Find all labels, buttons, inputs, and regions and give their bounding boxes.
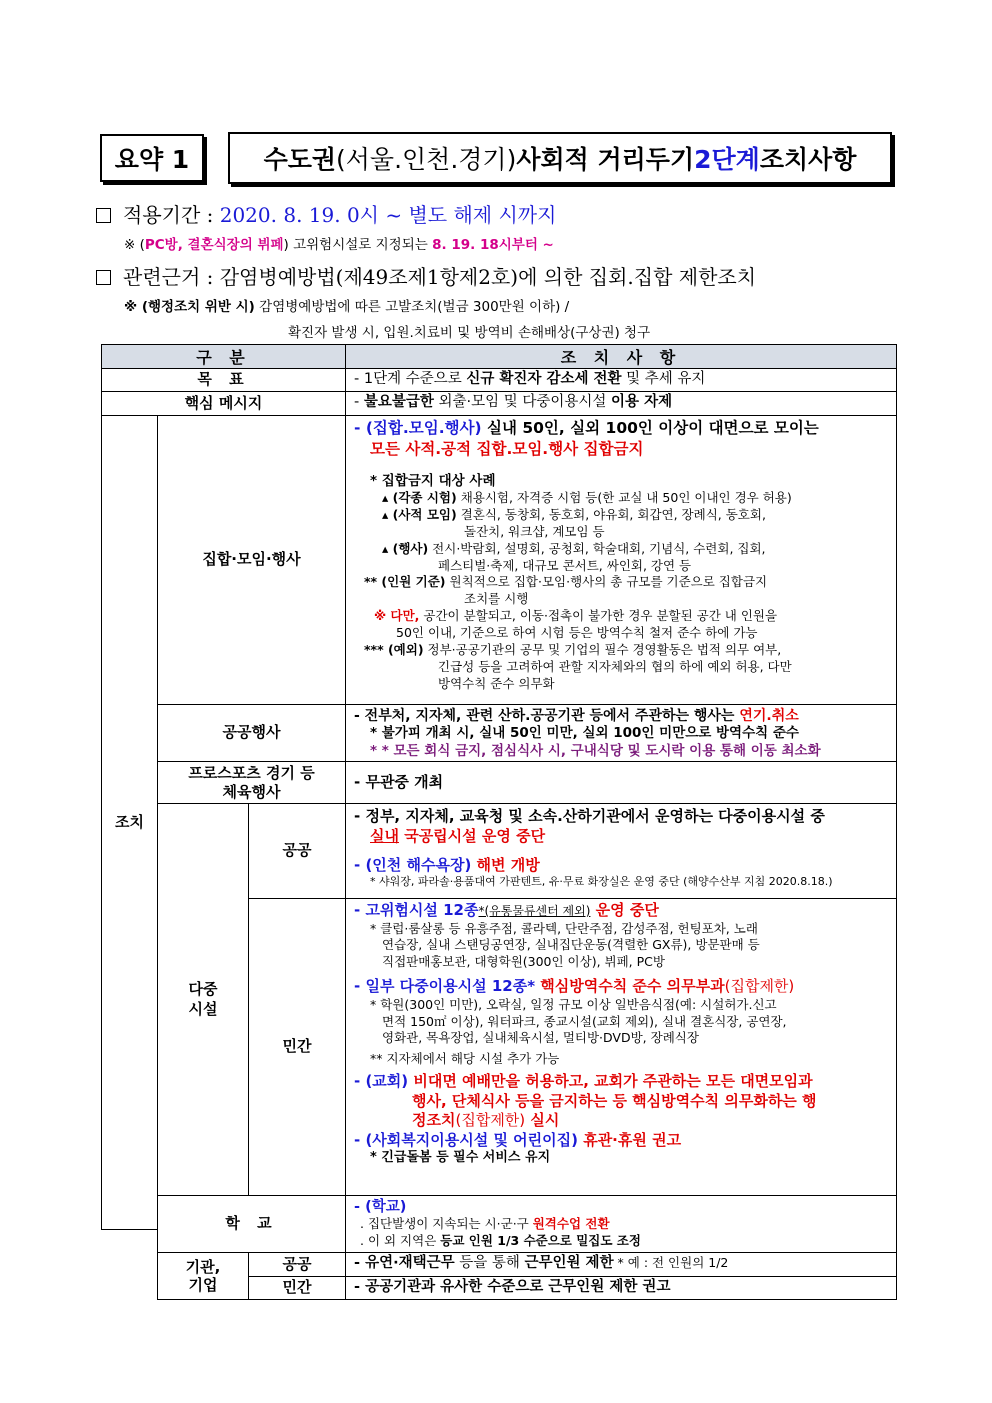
- church-label: - (교회): [354, 1072, 409, 1091]
- gathering-ban: 모든 사적.공적 집합.모임.행사 집합금지: [370, 439, 644, 458]
- violation-label: ※ (행정조치 위반 시): [124, 299, 255, 315]
- beach-note: * 샤워장, 파라솔·용품대여 가판텐트, 유·무료 화장실은 운영 중단 (해양수산부 지침 2020.8.18.): [370, 874, 833, 888]
- high-risk-list-3: 직접판매홍보관, 대형학원(300인 이상), 뷔페, PC방: [382, 954, 665, 970]
- org-public-content: [345, 1252, 897, 1277]
- goal-emphasis: 신규 확진자 감소세 전환: [466, 371, 622, 387]
- however-label: ※ 다만,: [374, 608, 420, 624]
- high-risk-exclude: *(유통물류센터 제외): [478, 904, 591, 918]
- period-value: 2020. 8. 19. 0시 ~ 별도 해제 시까지: [219, 203, 557, 227]
- checkbox-square-icon: [96, 270, 111, 285]
- org-label: [157, 1252, 249, 1300]
- org-label-line1: 기관,: [185, 1258, 221, 1276]
- violation-note-cont: 확진자 발생 시, 입원.치료비 및 방역비 손해배상(구상권) 청구: [288, 325, 651, 341]
- welfare-note: * 긴급돌봄 등 필수 서비스 유지: [370, 1150, 551, 1166]
- org-private-content: - 공공기관과 유사한 수준으로 근무인원 제한 권고: [345, 1276, 897, 1300]
- headcount-cont: 조치를 시행: [464, 591, 529, 607]
- church-line1: 비대면 예배만을 허용하고, 교회가 주관하는 모든 대면모임과: [408, 1072, 813, 1091]
- message-mid: 외출·모임 및 다중이용시설: [433, 394, 612, 410]
- org-private-label: 민간: [248, 1276, 346, 1300]
- measures-table: [101, 344, 897, 1300]
- org-public-flex: - 유연·재택근무: [354, 1255, 455, 1271]
- public-facility-national: 국공립시설: [398, 827, 482, 846]
- org-public-example: * 예 : 전 인원의 1/2: [613, 1255, 729, 1270]
- message-label: 핵심 메시지: [101, 391, 346, 416]
- basis-text: 관련근거 : 감염병예방법(제49조제1항제2호)에 의한 집회.집합 제한조치: [123, 265, 757, 289]
- basis-line: [96, 261, 756, 290]
- local-addition-note: ** 지자체에서 해당 시설 추가 가능: [370, 1051, 560, 1067]
- goal-text: [345, 368, 897, 392]
- high-risk-stop: 운영 중단: [590, 901, 659, 919]
- violation-note: [124, 295, 569, 315]
- org-public-limit: 근무인원 제한: [524, 1255, 614, 1271]
- facility-label: [157, 803, 249, 1196]
- period-note-mid: ) 고위험시설로 지정되는: [283, 237, 433, 253]
- sports-text: - 무관중 개최: [345, 761, 897, 804]
- gathering-examples-title: * 집합금지 대상 사례: [370, 472, 496, 489]
- gathering-content: [345, 415, 897, 705]
- public-facility-line1: - 정부, 지자체, 교육청 및 소속.산하기관에서 운영하는 다중이용시설 중: [354, 807, 825, 825]
- school-label: 학 교: [157, 1195, 346, 1253]
- exception-cont-2: 방역수칙 준수 의무화: [438, 675, 555, 691]
- however-text: 공간이 분할되고, 이동·접촉이 불가한 경우 분할된 공간 내 인원을: [419, 608, 778, 624]
- beach-open: 해변 개방: [471, 855, 540, 874]
- sports-label-line2: 체육행사: [222, 782, 281, 801]
- school-content: [345, 1195, 897, 1253]
- partial-list-3: 영화관, 목욕장업, 실내체육시설, 멀티방·DVD방, 장례식장: [382, 1030, 699, 1046]
- public-event-postpone: 연기.취소: [739, 708, 799, 724]
- period-line: [96, 199, 556, 228]
- title-distancing: 사회적 거리두기: [516, 145, 695, 174]
- private-facility-content: [345, 898, 897, 1196]
- violation-text: 감염병예방법에 따른 고발조치(벌금 300만원 이하) /: [254, 299, 570, 315]
- welfare-close: 휴관·휴원 권고: [577, 1130, 682, 1149]
- partial-facility-label: - 일부 다중이용시설 12종: [354, 977, 528, 996]
- message-emphasis-2: 이용 자제: [611, 394, 673, 410]
- high-risk-list-1: * 클럽·룸살롱 등 유흥주점, 콜라텍, 단란주점, 감성주점, 헌팅포차, 노래: [370, 920, 758, 936]
- public-event-line3: * * 모든 회식 금지, 점심식사 시, 구내식당 및 도시락 이용 통해 이동 최소화: [370, 742, 821, 759]
- private-facility-label: 민간: [248, 898, 346, 1196]
- high-risk-label: - 고위험시설 12종: [354, 901, 479, 919]
- partial-list-1: * 학원(300인 미만), 오락실, 일정 규모 이상 일반음식점(예: 시설허가.신고: [370, 996, 777, 1012]
- period-note-prefix: ※ (: [124, 237, 145, 253]
- goal-prefix: - 1단계 수준으로: [354, 371, 467, 387]
- summary-label: 요약 1: [114, 145, 190, 174]
- facility-label-line1: 다중: [188, 980, 218, 998]
- period-note-time: 8. 19. 18시부터 ~: [432, 237, 554, 253]
- welfare-label: - (사회복지이용시설 및 어린이집): [354, 1130, 578, 1149]
- church-restrict: (집합제한): [455, 1111, 526, 1130]
- headcount-text: 원칙적으로 집합·모임·행사의 총 규모를 기준으로 집합금지: [445, 574, 768, 590]
- org-label-line2: 기업: [188, 1276, 218, 1294]
- head-measures: 조 치 사 항: [345, 344, 897, 369]
- private-gathering-text: 결혼식, 동창회, 동호회, 야유회, 회갑연, 장례식, 동호회,: [456, 506, 766, 522]
- message-emphasis-1: 불요불급한: [363, 394, 434, 410]
- gathering-label: 집합·모임·행사: [157, 415, 346, 705]
- title-level: 2단계: [694, 145, 760, 174]
- exception-cont-1: 긴급성 등을 고려하여 관할 지자체와의 협의 하에 예외 허용, 다만: [438, 658, 792, 674]
- checkbox-square-icon: [96, 208, 111, 223]
- public-facility-stop: 운영 중단: [481, 827, 546, 846]
- message-text: [345, 391, 897, 416]
- public-event-line2: * 불가피 개최 시, 실내 50인 미만, 실외 100인 미만으로 방역수칙 준수: [370, 725, 799, 742]
- public-event-content: [345, 704, 897, 762]
- church-line3: 정조치: [412, 1111, 456, 1130]
- message-dash: -: [354, 394, 364, 410]
- partial-facility-restrict: (집합제한): [724, 977, 795, 996]
- period-label: 적용기간 :: [123, 203, 220, 227]
- public-event-label: 공공행사: [157, 704, 346, 762]
- private-gathering-label: ▴ (사적 모임): [382, 506, 457, 522]
- partial-facility-duty: 핵심방역수칙 준수 의무부과: [535, 977, 725, 996]
- headcount-label: ** (인원 기준): [364, 574, 446, 590]
- sports-label: [157, 761, 346, 804]
- title-cities: (서울.인천.경기): [336, 145, 517, 174]
- exception-text: 정부·공공기관의 공무 및 기업의 필수 경영활동은 법적 의무 여부,: [423, 641, 782, 657]
- school-remote: 원격수업 전환: [532, 1216, 610, 1232]
- title-region: 수도권: [263, 145, 337, 174]
- goal-suffix: 및 추세 유지: [621, 371, 706, 387]
- title-measures: 조치사항: [759, 145, 857, 174]
- church-implement: 실시: [525, 1111, 560, 1130]
- high-risk-list-2: 연습장, 실내 스탠딩공연장, 실내집단운동(격렬한 GX류), 방문판매 등: [382, 937, 760, 953]
- public-event-line1: - 전부처, 지자체, 관련 산하.공공기관 등에서 주관하는 행사는: [354, 708, 740, 724]
- event-label: ▴ (행사): [382, 540, 429, 556]
- partial-list-2: 면적 150㎡ 이상), 워터파크, 종교시설(교회 제외), 실내 결혼식장, 공연장,: [382, 1013, 787, 1029]
- school-density: 등교 인원 1/3 수준으로 밀집도 조정: [440, 1233, 641, 1248]
- sports-label-line1: 프로스포츠 경기 등: [188, 763, 315, 782]
- facility-label-line2: 시설: [188, 999, 218, 1018]
- measures-label: 조치: [101, 415, 158, 1230]
- document-title: [228, 132, 892, 184]
- public-facility-indoor: 실내: [370, 827, 399, 846]
- period-note: [124, 233, 554, 253]
- school-heading: - (학교): [354, 1199, 407, 1215]
- however-cont: 50인 이내, 기준으로 하여 시험 등은 방역수칙 철저 준수 하에 가능: [396, 625, 758, 641]
- private-gathering-cont: 돌잔치, 워크샵, 계모임 등: [464, 523, 605, 539]
- partial-facility-star: *: [527, 977, 536, 996]
- church-line2: 행사, 단체식사 등을 금지하는 등 핵심방역수칙 의무화하는 행: [412, 1091, 817, 1110]
- exception-label: *** (예외): [364, 641, 424, 657]
- goal-label: 목 표: [101, 368, 346, 392]
- exam-label: ▴ (각종 시험): [382, 490, 457, 506]
- exam-text: 채용시험, 자격증 시험 등(한 교실 내 50인 이내인 경우 허용): [456, 490, 792, 506]
- public-facility-label: 공공: [248, 803, 346, 899]
- public-facility-content: [345, 803, 897, 899]
- summary-label-box: [100, 134, 204, 182]
- school-line1: . 집단발생이 지속되는 시·군·구: [360, 1216, 533, 1232]
- gathering-heading: - (집합.모임.행사): [354, 419, 482, 437]
- gathering-line1: 실내 50인, 실외 100인 이상이 대면으로 모이는: [481, 419, 819, 437]
- org-public-label: 공공: [248, 1252, 346, 1277]
- beach-label: - (인천 해수욕장): [354, 855, 472, 874]
- org-public-mid: 등을 통해: [454, 1255, 525, 1271]
- head-category: 구 분: [101, 344, 346, 369]
- school-line2: . 이 외 지역은: [360, 1233, 441, 1248]
- period-note-facilities: PC방, 결혼식장의 뷔페: [144, 237, 284, 253]
- event-cont: 페스티벌·축제, 대규모 콘서트, 싸인회, 강연 등: [438, 557, 692, 573]
- event-text: 전시·박람회, 설명회, 공청회, 학술대회, 기념식, 수련회, 집회,: [428, 540, 766, 556]
